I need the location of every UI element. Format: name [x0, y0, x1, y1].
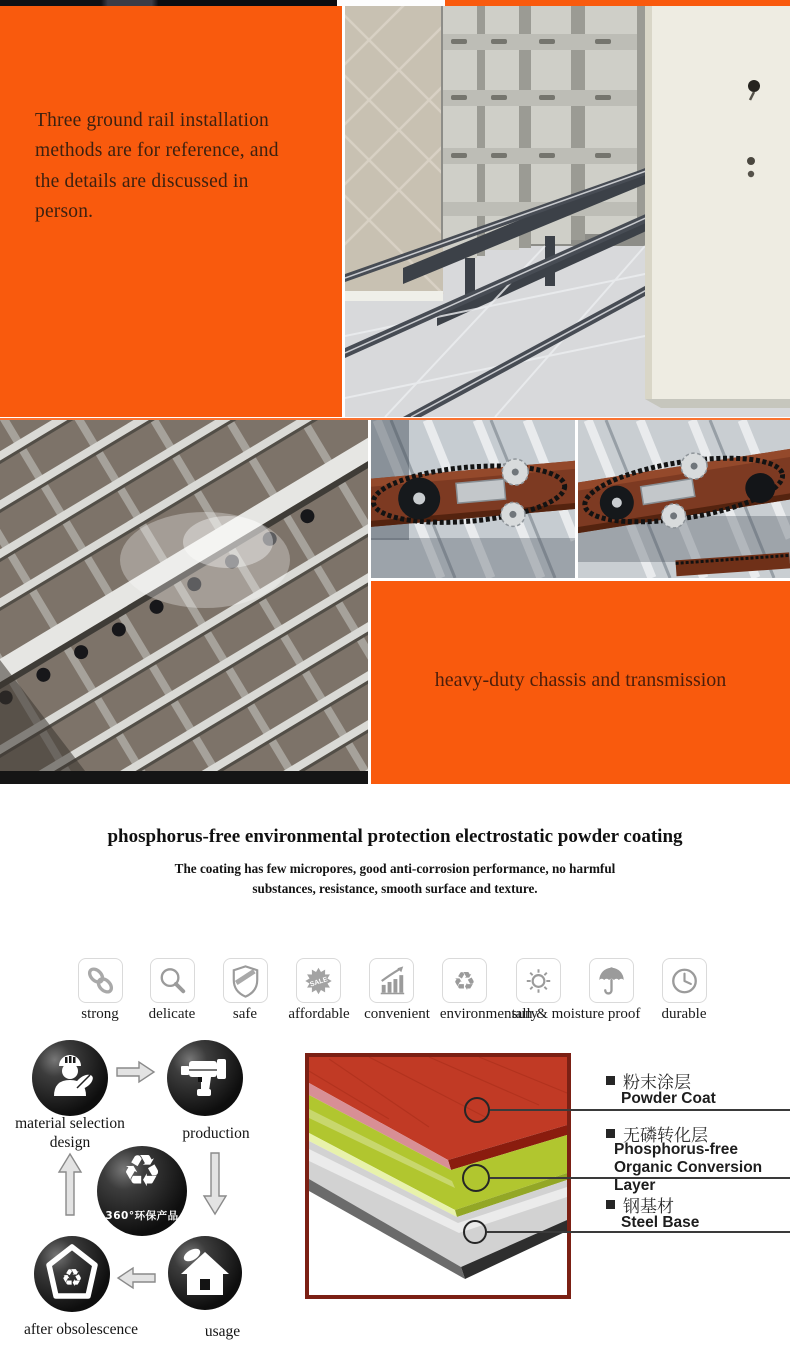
coating-title: phosphorus-free environmental protection electrostatic powder coating — [107, 826, 683, 847]
install-note-panel — [0, 6, 342, 417]
layer-label-conversion-zh: 无磷转化层 — [623, 1126, 708, 1146]
lifecycle-circle-usage — [168, 1236, 242, 1310]
feature-box-moisture — [589, 958, 634, 1003]
feature-box-affordable — [296, 958, 341, 1003]
feature-box-convenient — [369, 958, 414, 1003]
feature-box-safe — [223, 958, 268, 1003]
feature-label-convenient: convenient — [364, 1006, 430, 1022]
feature-label-safe: safe — [232, 1006, 258, 1022]
flow-arrow-up-icon — [57, 1152, 83, 1216]
coating-subtitle-line1: The coating has few micropores, good anti-corrosion performance, no harmful — [174, 861, 616, 876]
shelving-photo — [345, 6, 790, 417]
layer-callout-circle-1 — [464, 1097, 490, 1123]
lifecycle-label-design-line2: design — [49, 1134, 91, 1152]
shield-icon — [224, 959, 267, 1003]
feature-label-strong: strong — [81, 1006, 119, 1022]
recycle-arrows-icon: ♻ — [122, 1146, 162, 1197]
drill-icon — [167, 1040, 243, 1116]
lifecycle-circle-production — [167, 1040, 243, 1116]
shelving-photo-art — [345, 6, 790, 417]
pentagon-recycle-icon — [34, 1236, 110, 1312]
layer-label-powder-coat-zh: 粉末涂层 — [623, 1073, 691, 1093]
lifecycle-center-badge: 360°环保产品 — [105, 1210, 179, 1222]
coating-subtitle-line2: substances, resistance, smooth surface and texture. — [252, 881, 538, 896]
layer-label-steel-base-en: Steel Base — [621, 1214, 700, 1231]
eco-house-icon — [168, 1236, 242, 1310]
layer-bullet-1 — [606, 1076, 615, 1085]
feature-label-delicate: delicate — [148, 1006, 196, 1022]
feature-box-sun — [516, 958, 561, 1003]
svg-text:♻: ♻ — [61, 1264, 83, 1292]
chain-drive-photo-1 — [371, 420, 575, 578]
feature-label-sun-moisture-proof: sun & moisture proof — [511, 1006, 641, 1022]
feature-box-strong — [78, 958, 123, 1003]
worker-leaf-icon — [32, 1040, 108, 1116]
lifecycle-label-design — [0, 1114, 145, 1153]
rail-structure-photo — [0, 420, 368, 784]
lifecycle-label-design-line1: material selection — [15, 1115, 125, 1132]
feature-box-durable — [662, 958, 707, 1003]
layer-diagram-art — [309, 1057, 567, 1295]
layer-label-steel-base-zh: 钢基材 — [623, 1197, 674, 1217]
layer-callout-circle-2 — [462, 1164, 490, 1192]
chain-drive-photo-2-art — [578, 420, 790, 578]
feature-label-durable: durable — [661, 1006, 707, 1022]
lifecycle-circle-after-obsolescence — [34, 1236, 110, 1312]
feature-box-environmentally — [442, 958, 487, 1003]
umbrella-icon — [590, 959, 633, 1003]
sale-text: SALE — [309, 975, 329, 989]
feature-label-environmentally: environmentally — [439, 1006, 539, 1022]
rail-structure-photo-art — [0, 420, 368, 784]
layer-callout-circle-3 — [463, 1220, 487, 1244]
flow-arrow-right-icon — [116, 1060, 156, 1084]
transmission-note-panel — [371, 581, 790, 784]
lifecycle-label-usage: usage — [204, 1323, 241, 1340]
flow-arrow-left-icon — [116, 1266, 156, 1290]
layer-bullet-3 — [606, 1200, 615, 1209]
lifecycle-center-circle — [97, 1146, 187, 1236]
sun-icon — [517, 959, 560, 1003]
growth-chart-icon — [370, 959, 413, 1003]
svg-text:♻: ♻ — [453, 965, 476, 996]
feature-box-delicate — [150, 958, 195, 1003]
chain-link-icon — [79, 959, 122, 1003]
lifecycle-label-after-obsolescence: after obsolescence — [23, 1321, 139, 1338]
recycle-icon — [443, 959, 486, 1003]
sale-burst-icon — [297, 959, 340, 1003]
layer-diagram — [305, 1053, 571, 1299]
layer-leader-line-1 — [490, 1109, 790, 1111]
chain-drive-photo-2 — [578, 420, 790, 578]
clock-icon — [663, 959, 706, 1003]
layer-label-powder-coat-en: Powder Coat — [621, 1090, 716, 1107]
layer-label-conversion-en: Phosphorus-free Organic Conversion Layer — [614, 1141, 763, 1194]
feature-label-affordable: affordable — [288, 1006, 350, 1022]
layer-bullet-2 — [606, 1129, 615, 1138]
install-note-text: Three ground rail installation methods are for reference, and the details are discussed in person. — [35, 110, 279, 223]
flow-arrow-down-icon — [202, 1152, 228, 1216]
chain-drive-photo-1-art — [371, 420, 575, 578]
magnifier-icon — [151, 959, 194, 1003]
transmission-note-text: heavy-duty chassis and transmission — [434, 669, 727, 691]
lifecycle-label-production: production — [182, 1125, 250, 1142]
lifecycle-circle-design — [32, 1040, 108, 1116]
